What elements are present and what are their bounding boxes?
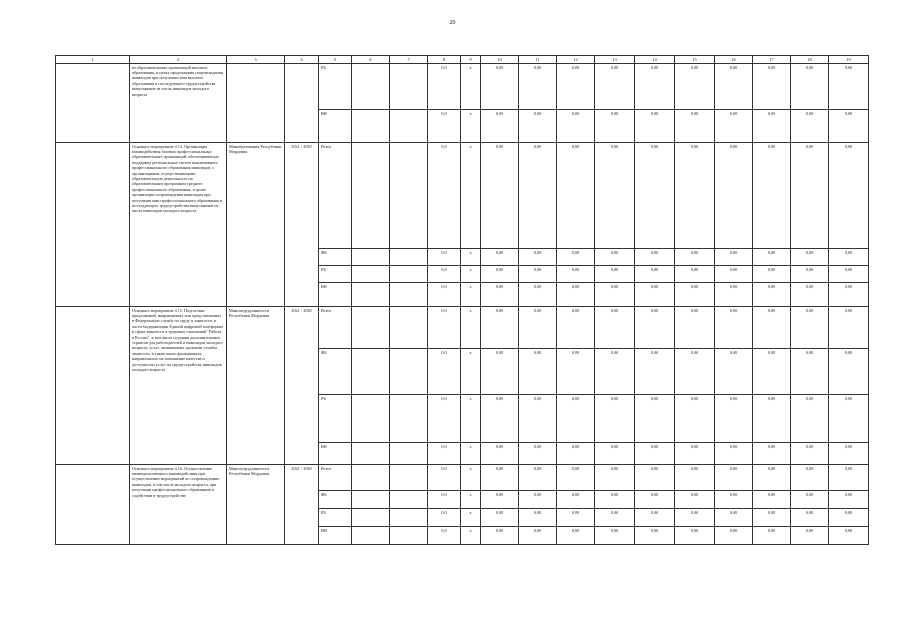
value-cell: 0,00 [519, 491, 557, 509]
executor [227, 64, 285, 143]
value-cell: 0,00 [791, 64, 829, 110]
empty-cell [390, 143, 428, 249]
value-cell: 0,00 [519, 64, 557, 110]
value-cell: 0,00 [791, 249, 829, 266]
column-number-cell: 16 [715, 56, 753, 64]
value-cell: 0,00 [481, 64, 519, 110]
table-row [56, 64, 869, 110]
empty-cell [352, 527, 390, 545]
value-cell: 0,00 [519, 249, 557, 266]
value-cell: 0,00 [519, 465, 557, 491]
value-cell: 0,00 [753, 443, 791, 465]
column-number-cell: 14 [635, 56, 675, 64]
period: 2021 - 2030 [285, 465, 319, 545]
value-cell: 0,00 [791, 349, 829, 395]
funding-source: РБ [319, 509, 352, 527]
executor: Минобразования Республики Мордовия [227, 143, 285, 307]
value-cell: 0,00 [481, 395, 519, 443]
value-cell: 0,00 [675, 395, 715, 443]
cell-index [56, 307, 130, 465]
value-cell: 0,00 [481, 443, 519, 465]
value-cell: 0,00 [715, 349, 753, 395]
value-cell: 0,00 [519, 527, 557, 545]
empty-cell [390, 249, 428, 266]
cell-index [56, 465, 130, 545]
empty-cell [352, 266, 390, 283]
value-cell: 0,0 [428, 349, 461, 395]
value-cell: 0,00 [481, 527, 519, 545]
value-cell: 0,00 [595, 465, 635, 491]
column-number-cell: 3 [227, 56, 285, 64]
empty-cell [352, 307, 390, 349]
column-number-cell: 9 [461, 56, 481, 64]
value-cell: 0,00 [715, 110, 753, 143]
value-cell: 0,00 [753, 491, 791, 509]
value-cell: 0,00 [715, 266, 753, 283]
marker-cell: х [461, 110, 481, 143]
value-cell: 0,00 [675, 509, 715, 527]
value-cell: 0,00 [557, 443, 595, 465]
value-cell: 0,00 [791, 491, 829, 509]
value-cell: 0,00 [635, 307, 675, 349]
value-cell: 0,0 [428, 283, 461, 307]
value-cell: 0,00 [675, 465, 715, 491]
value-cell: 0,00 [715, 527, 753, 545]
value-cell: 0,00 [595, 283, 635, 307]
value-cell: 0,00 [557, 349, 595, 395]
value-cell: 0,00 [829, 395, 869, 443]
funding-source: ВН [319, 283, 352, 307]
value-cell: 0,00 [519, 395, 557, 443]
value-cell: 0,00 [635, 266, 675, 283]
value-cell: 0,00 [481, 266, 519, 283]
empty-cell [390, 395, 428, 443]
value-cell: 0,00 [753, 64, 791, 110]
value-cell: 0,00 [715, 491, 753, 509]
value-cell: 0,00 [791, 266, 829, 283]
empty-cell [352, 443, 390, 465]
funding-source: РБ [319, 64, 352, 110]
funding-source: РБ [319, 395, 352, 443]
value-cell: 0,00 [715, 143, 753, 249]
period: 2021 - 2030 [285, 143, 319, 307]
value-cell: 0,00 [481, 509, 519, 527]
value-cell: 0,0 [428, 491, 461, 509]
executor: Минсоцтрудзанятости Республики Мордовия [227, 465, 285, 545]
activity-description [130, 143, 227, 307]
marker-cell: х [461, 527, 481, 545]
value-cell: 0,00 [791, 527, 829, 545]
empty-cell [352, 249, 390, 266]
value-cell: 0,00 [557, 527, 595, 545]
value-cell: 0,00 [675, 110, 715, 143]
table-row [56, 465, 869, 491]
value-cell: 0,00 [791, 307, 829, 349]
value-cell: 0,00 [753, 307, 791, 349]
budget-table [55, 55, 869, 545]
value-cell: 0,00 [675, 349, 715, 395]
marker-cell: х [461, 307, 481, 349]
value-cell: 0,00 [481, 143, 519, 249]
column-number-cell: 15 [675, 56, 715, 64]
marker-cell: х [461, 349, 481, 395]
value-cell: 0,00 [557, 64, 595, 110]
value-cell: 0,00 [595, 509, 635, 527]
column-number-cell: 18 [791, 56, 829, 64]
value-cell: 0,00 [481, 249, 519, 266]
value-cell: 0,00 [595, 527, 635, 545]
marker-cell: х [461, 443, 481, 465]
value-cell: 0,00 [519, 349, 557, 395]
marker-cell: х [461, 143, 481, 249]
funding-source: РБ [319, 266, 352, 283]
marker-cell: х [461, 465, 481, 491]
value-cell: 0,00 [753, 465, 791, 491]
value-cell: 0,00 [791, 443, 829, 465]
value-cell: 0,00 [753, 110, 791, 143]
column-number-cell: 11 [519, 56, 557, 64]
funding-source: ФБ [319, 491, 352, 509]
value-cell: 0,00 [715, 395, 753, 443]
marker-cell: х [461, 491, 481, 509]
marker-cell: х [461, 64, 481, 110]
value-cell: 0,0 [428, 110, 461, 143]
value-cell: 0,00 [481, 349, 519, 395]
value-cell: 0,00 [635, 395, 675, 443]
value-cell: 0,00 [595, 395, 635, 443]
empty-cell [390, 110, 428, 143]
value-cell: 0,00 [753, 143, 791, 249]
page-number: 20 [449, 20, 456, 26]
activity-description-text: Основное мероприятие 4.14. Организация взаимодействия базовых профессиональных образовательных организаций, обеспечивающих поддержку региональных систем инклюзивного профессионального образования инвалидов, с организациями, осуществляющими образовательную деятельность по образовательным программам среднего профессионального образования, в целях организации сопровождения инвалидов при получении ими профессионального образования и последующего трудоустройства выпускников из числа инвалидов молодого возраста [132, 143, 223, 214]
activity-description-text: из образовательных организаций высшего образования, в целях продолжения сопровождения инвалидов при получении ими высшего образования и последующего трудоустройства выпускников из числа инвалидов молодого возраста [132, 64, 223, 97]
value-cell: 0,00 [519, 509, 557, 527]
empty-cell [390, 491, 428, 509]
column-number-cell: 1 [56, 56, 130, 64]
value-cell: 0,0 [428, 465, 461, 491]
period [285, 64, 319, 143]
value-cell: 0,00 [481, 465, 519, 491]
empty-cell [352, 491, 390, 509]
value-cell: 0,00 [791, 283, 829, 307]
value-cell: 0,00 [829, 143, 869, 249]
activity-description [130, 307, 227, 465]
value-cell: 0,0 [428, 395, 461, 443]
value-cell: 0,00 [829, 266, 869, 283]
empty-cell [352, 395, 390, 443]
value-cell: 0,00 [829, 349, 869, 395]
value-cell: 0,00 [829, 443, 869, 465]
funding-source: ВН [319, 527, 352, 545]
value-cell: 0,00 [753, 527, 791, 545]
funding-source: ВН [319, 443, 352, 465]
value-cell: 0,0 [428, 249, 461, 266]
funding-source: ФБ [319, 249, 352, 266]
empty-cell [390, 283, 428, 307]
value-cell: 0,0 [428, 64, 461, 110]
column-number-cell: 4 [285, 56, 319, 64]
marker-cell: х [461, 395, 481, 443]
value-cell: 0,00 [557, 307, 595, 349]
value-cell: 0,00 [635, 249, 675, 266]
executor: Минсоцтрудзанятости Республики Мордовия [227, 307, 285, 465]
value-cell: 0,00 [595, 349, 635, 395]
value-cell: 0,00 [715, 64, 753, 110]
value-cell: 0,00 [557, 110, 595, 143]
value-cell: 0,00 [481, 307, 519, 349]
cell-index [56, 143, 130, 307]
column-number-cell: 17 [753, 56, 791, 64]
value-cell: 0,00 [715, 307, 753, 349]
value-cell: 0,0 [428, 443, 461, 465]
column-number-cell: 6 [352, 56, 390, 64]
value-cell: 0,00 [595, 307, 635, 349]
value-cell: 0,00 [481, 283, 519, 307]
value-cell: 0,00 [675, 283, 715, 307]
value-cell: 0,00 [829, 491, 869, 509]
table-row [56, 307, 869, 349]
value-cell: 0,00 [675, 143, 715, 249]
funding-source: ФБ [319, 349, 352, 395]
value-cell: 0,00 [595, 266, 635, 283]
value-cell: 0,00 [635, 443, 675, 465]
value-cell: 0,00 [519, 143, 557, 249]
value-cell: 0,00 [715, 509, 753, 527]
empty-cell [352, 283, 390, 307]
value-cell: 0,00 [791, 509, 829, 527]
value-cell: 0,00 [557, 465, 595, 491]
value-cell: 0,00 [829, 527, 869, 545]
value-cell: 0,00 [635, 465, 675, 491]
value-cell: 0,00 [753, 283, 791, 307]
value-cell: 0,00 [519, 443, 557, 465]
cell-index [56, 64, 130, 143]
value-cell: 0,00 [753, 509, 791, 527]
value-cell: 0,00 [829, 249, 869, 266]
value-cell: 0,00 [595, 64, 635, 110]
value-cell: 0,0 [428, 143, 461, 249]
funding-source: ВН [319, 110, 352, 143]
value-cell: 0,00 [675, 491, 715, 509]
activity-description [130, 465, 227, 545]
empty-cell [352, 465, 390, 491]
empty-cell [352, 349, 390, 395]
value-cell: 0,00 [791, 143, 829, 249]
value-cell: 0,00 [519, 266, 557, 283]
value-cell: 0,00 [519, 110, 557, 143]
value-cell: 0,00 [519, 283, 557, 307]
value-cell: 0,00 [715, 283, 753, 307]
column-number-cell: 12 [557, 56, 595, 64]
value-cell: 0,00 [715, 443, 753, 465]
value-cell: 0,00 [675, 443, 715, 465]
empty-cell [352, 143, 390, 249]
empty-cell [352, 64, 390, 110]
empty-cell [352, 509, 390, 527]
value-cell: 0,00 [753, 395, 791, 443]
value-cell: 0,00 [635, 283, 675, 307]
value-cell: 0,00 [481, 491, 519, 509]
value-cell: 0,00 [557, 249, 595, 266]
funding-source: Всего [319, 307, 352, 349]
value-cell: 0,00 [557, 266, 595, 283]
value-cell: 0,00 [519, 307, 557, 349]
value-cell: 0,00 [595, 491, 635, 509]
column-number-cell: 19 [829, 56, 869, 64]
column-number-cell: 2 [130, 56, 227, 64]
marker-cell: х [461, 249, 481, 266]
value-cell: 0,00 [753, 266, 791, 283]
value-cell: 0,00 [557, 509, 595, 527]
value-cell: 0,00 [595, 443, 635, 465]
value-cell: 0,00 [635, 491, 675, 509]
column-number-cell: 5 [319, 56, 352, 64]
value-cell: 0,00 [753, 249, 791, 266]
value-cell: 0,00 [715, 465, 753, 491]
value-cell: 0,00 [675, 266, 715, 283]
column-number-cell: 13 [595, 56, 635, 64]
value-cell: 0,00 [635, 527, 675, 545]
empty-cell [390, 307, 428, 349]
empty-cell [390, 465, 428, 491]
value-cell: 0,00 [635, 349, 675, 395]
value-cell: 0,00 [635, 110, 675, 143]
table-row [56, 143, 869, 249]
value-cell: 0,0 [428, 509, 461, 527]
value-cell: 0,00 [675, 307, 715, 349]
activity-description-text: Основное мероприятие 4.15. Подготовка предложений, направляемых или представляемых в Федеральную службу по труду и занятости, в части модернизации Единой цифровой платформы в сфере занятости и трудовых отношений "Работа в России", в том числе создания дополнительных сервисов для работодателей и инвалидов молодого возраста, услуг, оказываемых органами службы занятости, в также иного функционала, направленного на повышение качества и доступности услуг по трудоустройству инвалидов молодого возраста [132, 307, 223, 372]
value-cell: 0,00 [675, 64, 715, 110]
column-number-cell: 8 [428, 56, 461, 64]
value-cell: 0,00 [829, 110, 869, 143]
value-cell: 0,00 [829, 307, 869, 349]
value-cell: 0,00 [675, 249, 715, 266]
value-cell: 0,00 [635, 509, 675, 527]
value-cell: 0,00 [753, 349, 791, 395]
value-cell: 0,00 [829, 64, 869, 110]
column-number-cell: 10 [481, 56, 519, 64]
column-number-cell: 7 [390, 56, 428, 64]
value-cell: 0,00 [829, 283, 869, 307]
marker-cell: х [461, 283, 481, 307]
value-cell: 0,0 [428, 527, 461, 545]
value-cell: 0,00 [715, 249, 753, 266]
empty-cell [390, 527, 428, 545]
value-cell: 0,00 [595, 249, 635, 266]
empty-cell [352, 110, 390, 143]
value-cell: 0,00 [791, 110, 829, 143]
value-cell: 0,0 [428, 266, 461, 283]
activity-description-text: Основное мероприятие 4.16. Осуществление межведомственного взаимодействия при осуществлении мероприятий по сопровождению инвалидов, в том числе молодого возраста, при получении профессионального образования и содействии в трудоустройстве [132, 465, 220, 498]
marker-cell: х [461, 509, 481, 527]
value-cell: 0,00 [595, 110, 635, 143]
value-cell: 0,00 [557, 395, 595, 443]
value-cell: 0,00 [635, 143, 675, 249]
funding-source: Всего [319, 143, 352, 249]
value-cell: 0,00 [791, 395, 829, 443]
value-cell: 0,00 [557, 283, 595, 307]
empty-cell [390, 509, 428, 527]
empty-cell [390, 266, 428, 283]
value-cell: 0,00 [791, 465, 829, 491]
value-cell: 0,00 [557, 491, 595, 509]
activity-description [130, 64, 227, 143]
funding-source: Всего [319, 465, 352, 491]
value-cell: 0,00 [595, 143, 635, 249]
column-number-row [56, 56, 869, 64]
empty-cell [390, 349, 428, 395]
value-cell: 0,0 [428, 307, 461, 349]
value-cell: 0,00 [481, 110, 519, 143]
period: 2021 - 2030 [285, 307, 319, 465]
value-cell: 0,00 [829, 465, 869, 491]
empty-cell [390, 443, 428, 465]
value-cell: 0,00 [675, 527, 715, 545]
value-cell: 0,00 [829, 509, 869, 527]
empty-cell [390, 64, 428, 110]
value-cell: 0,00 [635, 64, 675, 110]
value-cell: 0,00 [557, 143, 595, 249]
marker-cell: х [461, 266, 481, 283]
